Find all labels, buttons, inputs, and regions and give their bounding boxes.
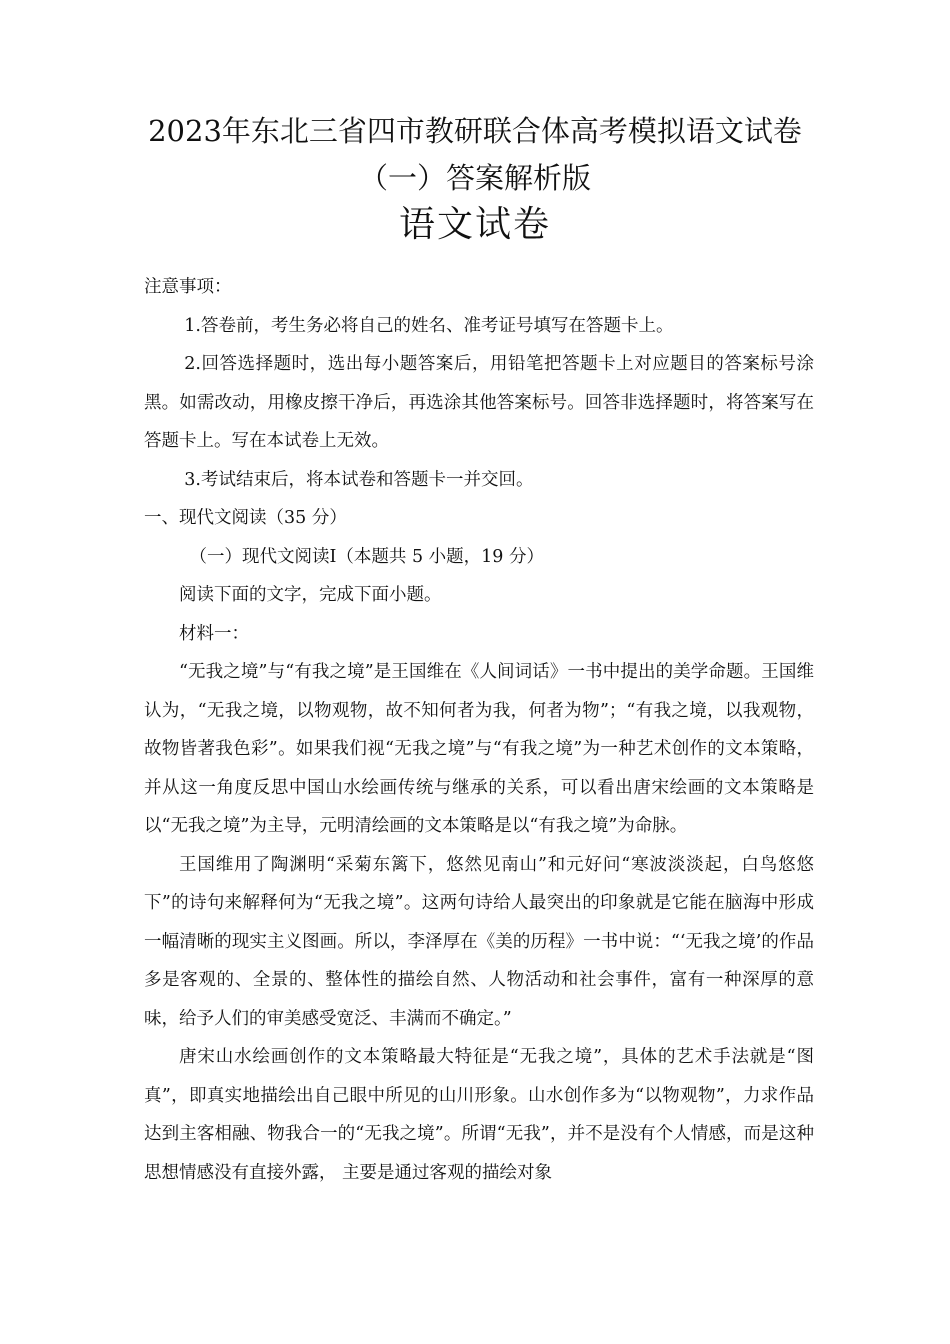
subsection-heading: （一）现代文阅读Ⅰ（本题共 5 小题，19 分） <box>189 546 545 567</box>
document-title-line-1: 2023年东北三省四市教研联合体高考模拟语文试卷 <box>148 114 802 148</box>
notice-item-2: 2.回答选择题时，选出每小题答案后，用铅笔把答题卡上对应题目的答案标号涂黑。如需改动，用橡皮擦干净后，再选涂其他答案标号。回答非选择题时，将答案写在答题卡上。写在本试卷上无效。 <box>144 354 814 451</box>
material-paragraph-2: 王国维用了陶渊明“采菊东篱下，悠然见南山”和元好问“寒波淡淡起，白鸟悠悠下”的诗句来解释何为“无我之境”。这两句诗给人最突出的印象就是它能在脑海中形成一幅清晰的现实主义图画。所以，李泽厚在《美的历程》一书中说：“‘无我之境’的作品多是客观的、全景的、整体性的描绘自然、人物活动和社会事件，富有一种深厚的意味，给予人们的审美感受宽泛、丰满而不确定。” <box>144 854 814 1029</box>
material-paragraph-3: 唐宋山水绘画创作的文本策略最大特征是“无我之境”，具体的艺术手法就是“图真”，即真实地描绘出自己眼中所见的山川形象。山水创作多为“以物观物”，力求作品达到主客相融、物我合一的“无我之境”。所谓“无我”，并不是没有个人情感，而是这种思想情感没有直接外露， 主要是通过客观的描绘对象 <box>144 1047 814 1183</box>
material-label: 材料一： <box>179 623 249 644</box>
notice-heading: 注意事项： <box>144 277 232 297</box>
document-subtitle: 语文试卷 <box>398 204 551 245</box>
document-title-line-2: （一）答案解析版 <box>358 161 591 195</box>
notice-item-1: 1.答卷前，考生务必将自己的姓名、准考证号填写在答题卡上。 <box>184 315 674 336</box>
material-paragraph-1: “无我之境”与“有我之境”是王国维在《人间词话》一书中提出的美学命题。王国维认为，“无我之境，以物观物，故不知何者为我，何者为物”；“有我之境，以我观物，故物皆著我色彩”。如果我们视“无我之境”与“有我之境”为一种艺术创作的文本策略，并从这一角度反思中国山水绘画传统与继承的关系，可以看出唐宋绘画的文本策略是以“无我之境”为主导，元明清绘画的文本策略是以“有我之境”为命脉。 <box>144 662 814 836</box>
section-heading: 一、现代文阅读（35 分） <box>144 508 347 528</box>
document-body <box>144 268 814 1192</box>
reading-instruction: 阅读下面的文字，完成下面小题。 <box>179 585 442 605</box>
notice-item-3: 3.考试结束后，将本试卷和答题卡一并交回。 <box>184 469 534 490</box>
